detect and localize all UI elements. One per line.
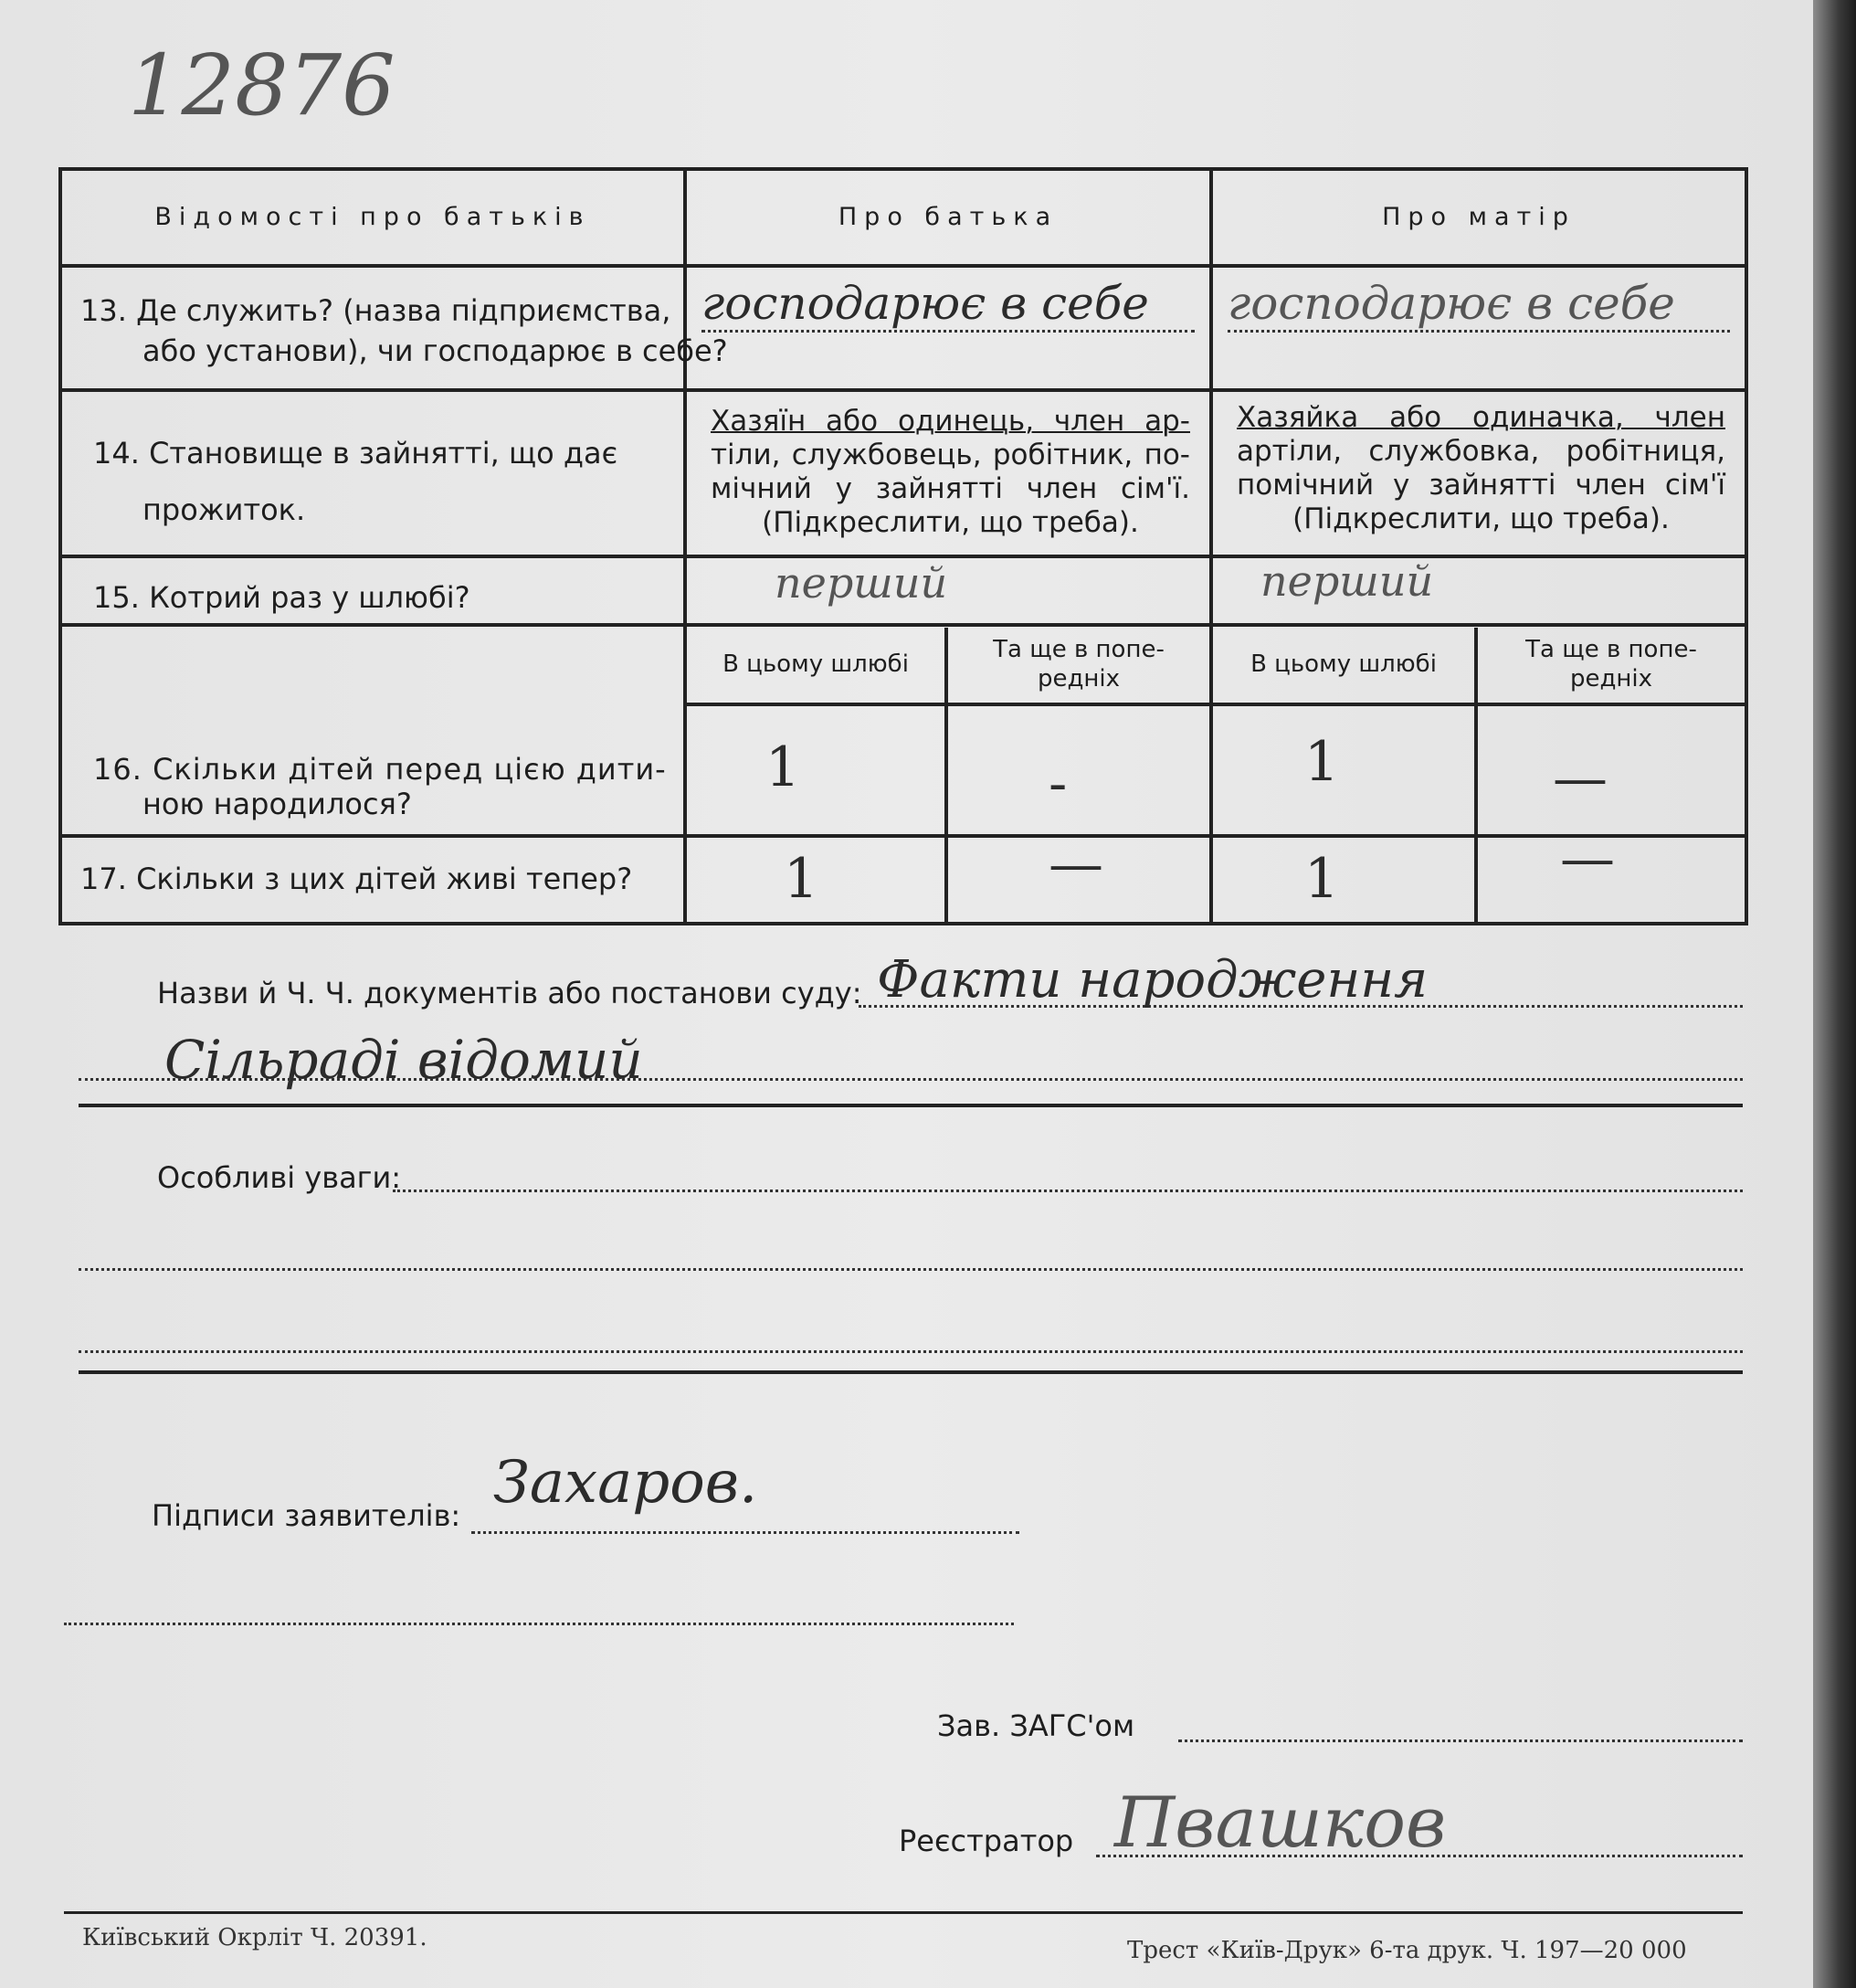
q13-mother-answer: господарює в себе	[1228, 277, 1675, 330]
applicants-second-line	[64, 1623, 1014, 1625]
parents-info-table	[58, 167, 1748, 925]
remarks-line-3	[79, 1350, 1743, 1353]
q14-father-opt3: мічний у зайнятті член сім'ї.	[711, 472, 1190, 505]
q15-mother-answer: перший	[1260, 556, 1434, 606]
applicants-label: Підписи заявителів:	[152, 1498, 461, 1533]
q14-mother-opt3: помічний у зайнятті член сім'ї	[1237, 469, 1725, 502]
q16-father-prev: -	[1049, 752, 1068, 816]
q14-father-options	[711, 405, 1190, 540]
q16-mother-prev: —	[1553, 746, 1608, 810]
documents-value-line1: Факти народження	[877, 950, 1429, 1010]
documents-label: Назви й Ч. Ч. документів або постанови суду:	[157, 976, 862, 1010]
sub-mother-prev-l1: Та ще в попе-	[1525, 636, 1697, 663]
q13-line1: 13. Де служить? (назва підприємства,	[80, 293, 671, 328]
q14-father-opt4: (Підкреслити, що треба).	[762, 506, 1139, 539]
q14-mother-opt4: (Підкреслити, що треба).	[1292, 502, 1670, 535]
q13-father-answer: господарює в себе	[701, 277, 1149, 330]
q17-father-prev: —	[1049, 832, 1103, 896]
q14-mother-opt1: Хазяйка або одиначка, член	[1237, 401, 1725, 434]
sub-father-prev	[948, 635, 1209, 693]
q14-line2: прожиток.	[142, 492, 306, 527]
sub-father-this: В цьому шлюбі	[722, 650, 909, 678]
remarks-line-1	[393, 1190, 1743, 1192]
applicant-signature: Захаров.	[493, 1449, 758, 1517]
header-mother: Про матір	[1382, 203, 1576, 231]
q14-line1: 14. Становище в зайнятті, що дає	[93, 436, 618, 471]
footer-printer-left: Київський Окрліт Ч. 20391.	[82, 1924, 427, 1951]
header-label: Відомості про батьків	[154, 203, 591, 231]
sub-mother-this: В цьому шлюбі	[1250, 650, 1437, 678]
q14-father-opt2: тіли, службовець, робітник, по-	[711, 439, 1190, 471]
archive-number: 12876	[128, 37, 395, 134]
remarks-line-2	[79, 1268, 1743, 1271]
registrar-label: Реєстратор	[899, 1824, 1074, 1858]
q14-mother-opt2: артіли, службовка, робітниця,	[1237, 435, 1725, 468]
q16-line1: 16. Скільки дітей перед цією дити-	[93, 752, 667, 787]
sub-father-prev-l1: Та ще в попе-	[993, 636, 1165, 663]
q17-father-this: 1	[784, 847, 819, 911]
q14-father-opt1: Хазяїн або одинець, член ар-	[711, 405, 1190, 438]
binding-edge	[1813, 0, 1856, 1988]
q16-father-this: 1	[765, 735, 801, 799]
q13-line2: або установи), чи господарює в себе?	[142, 333, 728, 368]
remarks-label: Особливі уваги:	[157, 1160, 402, 1195]
q16-mother-this: 1	[1304, 730, 1340, 794]
q17-mother-this: 1	[1304, 847, 1340, 911]
q17-mother-prev: —	[1560, 827, 1615, 891]
head-label: Зав. ЗАГС'ом	[937, 1708, 1135, 1743]
registrar-signature: Пвашков	[1114, 1782, 1447, 1863]
sub-father-prev-l2: редніх	[1037, 665, 1121, 693]
footer-printer-right: Трест «Київ-Друк» 6-та друк. Ч. 197—20 000	[1127, 1937, 1687, 1964]
q15-father-answer: перший	[775, 558, 948, 608]
documents-value-line2: Сільраді відомий	[164, 1029, 643, 1091]
q16-line2: ною народилося?	[142, 787, 412, 821]
q15: 15. Котрий раз у шлюбі?	[93, 580, 470, 615]
sub-mother-prev-l2: редніх	[1569, 665, 1653, 693]
q17: 17. Скільки з цих дітей живі тепер?	[80, 862, 633, 896]
sub-mother-prev	[1478, 635, 1745, 693]
q14-mother-options	[1237, 401, 1725, 536]
header-father: Про батька	[838, 203, 1059, 231]
